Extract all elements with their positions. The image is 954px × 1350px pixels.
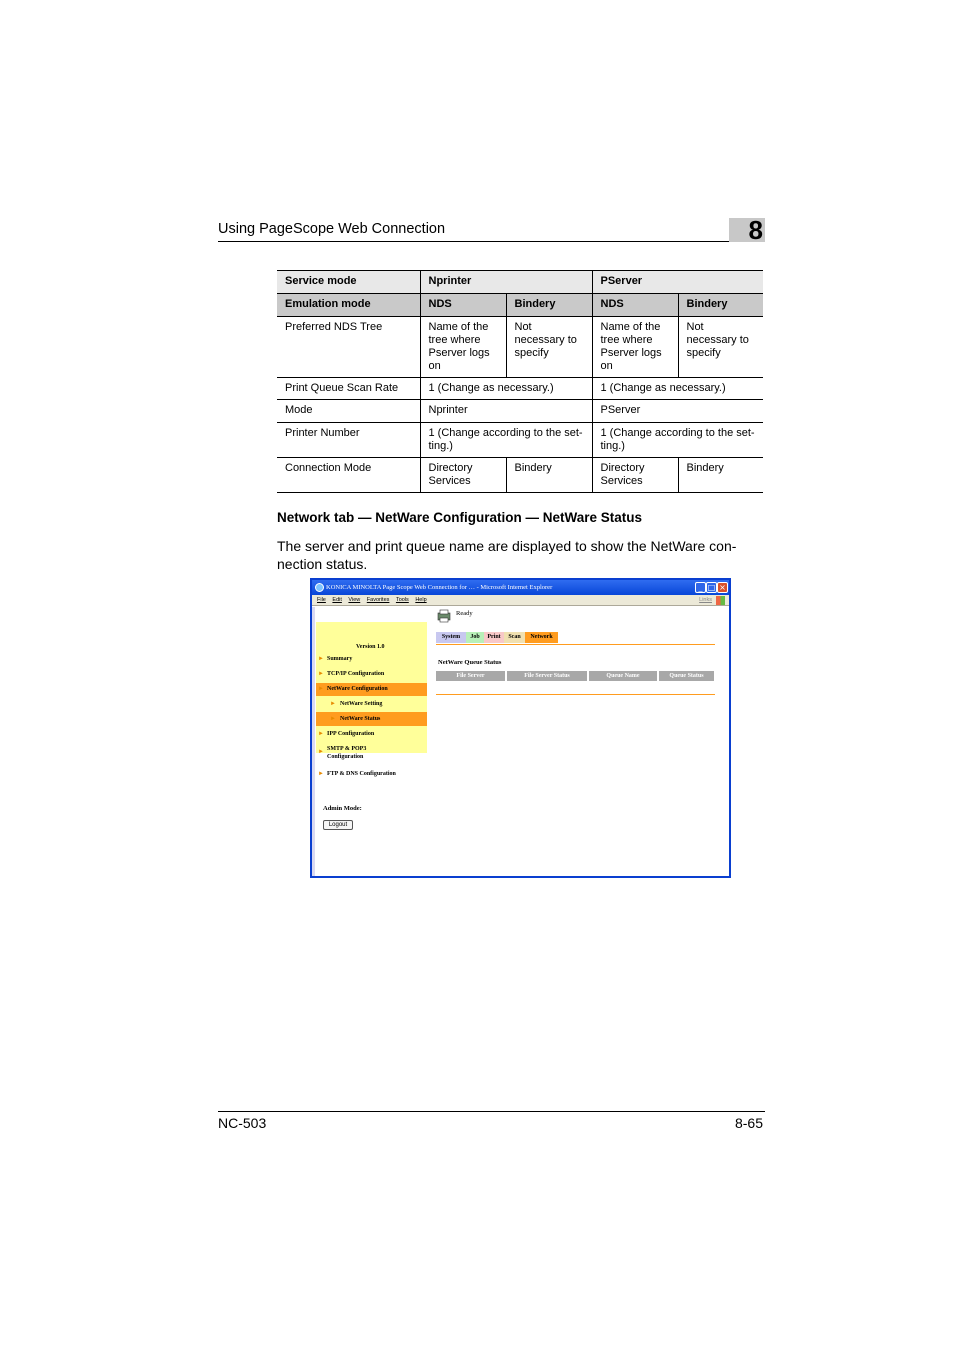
arrow-icon: ►	[318, 731, 324, 737]
header-cell: Nprinter	[420, 271, 592, 294]
panel-rule	[436, 694, 715, 695]
table-cell: Not necessary to specify	[678, 317, 763, 378]
arrow-icon: ►	[318, 671, 324, 677]
header-cell: NDS	[420, 294, 506, 317]
footer-product: NC-503	[218, 1115, 267, 1131]
frame-border	[312, 607, 315, 876]
header-rule	[218, 241, 765, 242]
table-cell: Preferred NDS Tree	[277, 317, 420, 378]
arrow-icon: ►	[318, 749, 324, 755]
table-row	[277, 458, 763, 493]
column-header: Queue Status	[659, 671, 714, 681]
browser-screenshot	[310, 578, 731, 878]
arrow-icon: ►	[330, 701, 336, 707]
menu-tools[interactable]: Tools	[395, 597, 409, 603]
sidebar-item-netware-setting[interactable]: ► NetWare Setting	[330, 701, 383, 707]
table-row	[277, 400, 763, 423]
header-cell: Bindery	[678, 294, 763, 317]
tab-print[interactable]: Print	[484, 632, 504, 643]
menu-file[interactable]: File	[317, 597, 326, 603]
tab-job[interactable]: Job	[466, 632, 484, 643]
arrow-icon: ►	[318, 686, 324, 692]
header-cell: Bindery	[506, 294, 592, 317]
section-heading: Network tab — NetWare Configuration — NetWare Status	[277, 510, 643, 525]
minimize-icon[interactable]: _	[695, 582, 706, 593]
table-cell: PServer	[592, 400, 763, 423]
links-label[interactable]: Links	[699, 597, 712, 603]
tab-network[interactable]: Network	[525, 632, 558, 643]
sidebar-item-tcpip[interactable]: ► TCP/IP Configuration	[318, 671, 385, 677]
chapter-badge	[729, 215, 765, 245]
column-header: Queue Name	[589, 671, 657, 681]
tab-underline	[436, 644, 715, 645]
header-cell: Emulation mode	[277, 294, 420, 317]
arrow-icon: ►	[318, 771, 324, 777]
maximize-icon[interactable]: □	[707, 583, 716, 592]
table-row	[277, 317, 763, 378]
table-cell: Connection Mode	[277, 458, 420, 493]
arrow-icon: ►	[330, 716, 336, 722]
ie-icon	[315, 583, 324, 592]
column-header: File Server Status	[507, 671, 587, 681]
status-text: Ready	[456, 610, 473, 617]
column-header: File Server	[436, 671, 505, 681]
table-cell: Name of the tree where Pserver logs on	[592, 317, 678, 378]
printer-icon	[437, 609, 451, 623]
table-cell: Printer Number	[277, 423, 420, 458]
footer-page-number: 8-65	[734, 1115, 763, 1131]
windows-logo-icon	[716, 596, 725, 605]
sidebar-item-summary[interactable]: ► Summary	[318, 656, 353, 662]
table-row	[277, 378, 763, 400]
table-header-row	[277, 271, 763, 294]
settings-table	[277, 270, 763, 493]
table-cell: Directory Services	[420, 458, 506, 493]
arrow-icon: ►	[318, 656, 324, 662]
table-header-row	[277, 294, 763, 317]
browser-titlebar	[312, 580, 729, 595]
table-cell: Bindery	[506, 458, 592, 493]
admin-mode-label: Admin Mode:	[323, 805, 362, 812]
table-cell: 1 (Change as necessary.)	[592, 378, 763, 400]
table-cell: Mode	[277, 400, 420, 423]
panel-title: NetWare Queue Status	[438, 659, 502, 666]
table-cell: 1 (Change according to the set-ting.)	[592, 423, 763, 458]
table-row	[277, 423, 763, 458]
chapter-number: 8	[748, 215, 763, 245]
header-cell: Service mode	[277, 271, 420, 294]
sidebar-item-ftp-dns[interactable]: ► FTP & DNS Configuration	[318, 771, 396, 777]
sidebar-item-netware-status[interactable]: ► NetWare Status	[316, 712, 427, 726]
table-cell: Nprinter	[420, 400, 592, 423]
section-body: The server and print queue name are displayed to show the NetWare con-nection status.	[277, 538, 737, 572]
logout-button[interactable]: Logout	[323, 820, 353, 830]
header-cell: NDS	[592, 294, 678, 317]
table-cell: Not necessary to specify	[506, 317, 592, 378]
table-cell: Name of the tree where Pserver logs on	[420, 317, 506, 378]
table-cell: Print Queue Scan Rate	[277, 378, 420, 400]
sidebar-item-netware-configuration[interactable]: ► NetWare Configuration	[316, 683, 427, 696]
close-icon[interactable]: ×	[717, 582, 728, 593]
version-label: Version 1.0	[356, 644, 385, 650]
menu-help[interactable]: Help	[415, 597, 427, 603]
footer-rule	[218, 1111, 765, 1112]
browser-menubar	[312, 595, 729, 606]
sidebar-item-smtp-pop3[interactable]: ► SMTP & POP3 Configuration	[318, 746, 367, 760]
table-cell: Bindery	[678, 458, 763, 493]
tab-system[interactable]: System	[436, 632, 466, 643]
table-cell: Directory Services	[592, 458, 678, 493]
menu-view[interactable]: View	[348, 597, 361, 603]
menu-favorites[interactable]: Favorites	[366, 597, 390, 603]
menu-edit[interactable]: Edit	[332, 597, 342, 603]
table-cell: 1 (Change according to the set-ting.)	[420, 423, 592, 458]
window-title: KONICA MINOLTA Page Scope Web Connection for … - Microsoft Internet Explorer	[326, 584, 553, 591]
header-cell: PServer	[592, 271, 763, 294]
table-cell: 1 (Change as necessary.)	[420, 378, 592, 400]
page-header-title: Using PageScope Web Connection	[218, 221, 446, 237]
tab-scan[interactable]: Scan	[504, 632, 525, 643]
sidebar-item-ipp[interactable]: ► IPP Configuration	[318, 731, 375, 737]
